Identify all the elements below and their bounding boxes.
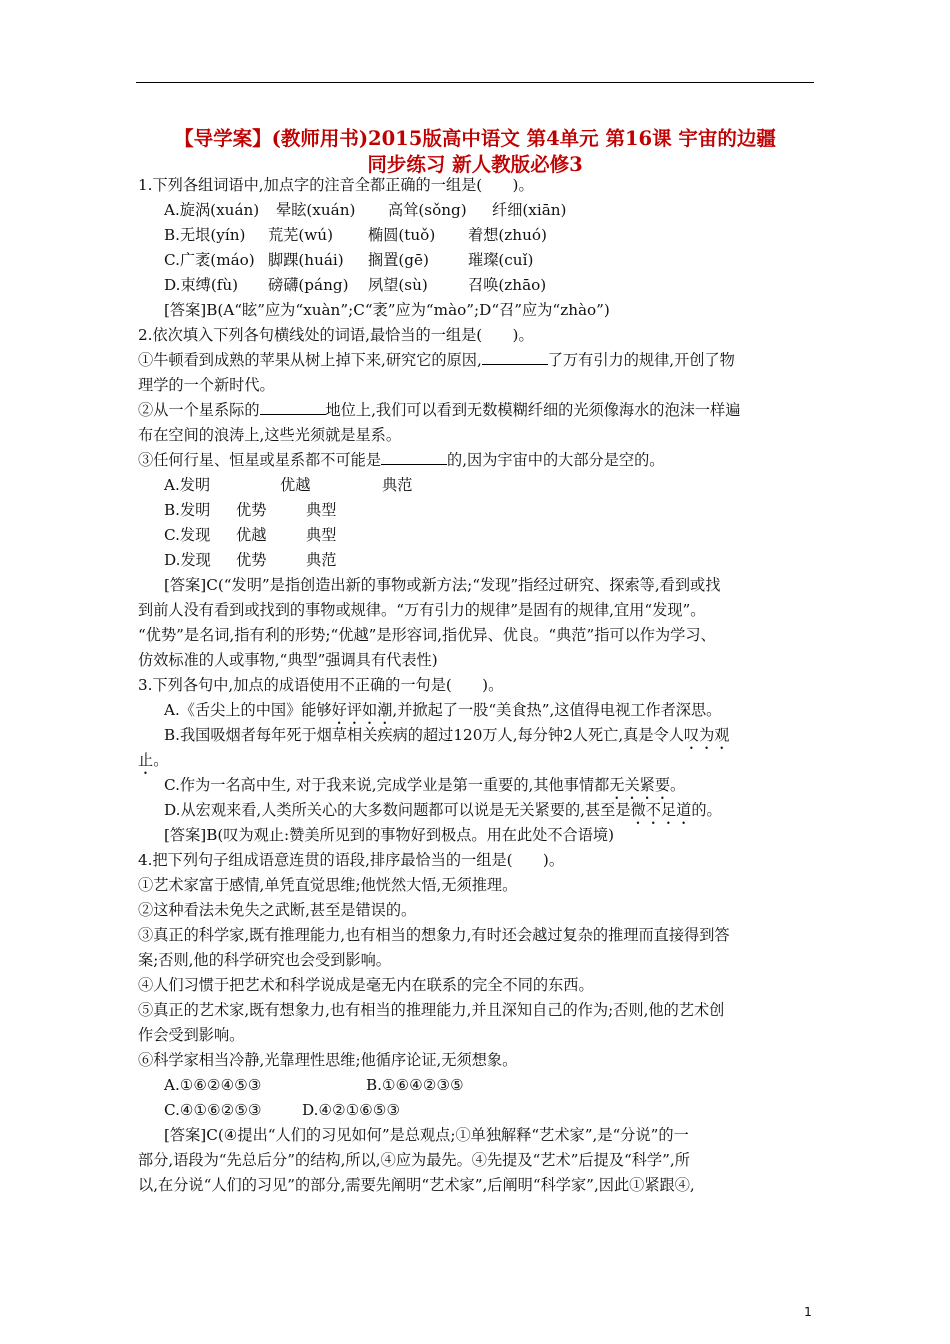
q2-sentence-2: ②从一个星系际的 地位上,我们可以看到无数模糊纤细的光须像海水的泡沫一样遍	[138, 398, 814, 423]
q3-answer: [答案]B(叹为观止:赞美所见到的事物好到极点。用在此处不合语境)	[164, 826, 615, 844]
q1-option-d: D.束缚(fù) 磅礴(páng) 夙望(sù) 召唤(zhāo)	[164, 276, 547, 294]
q3-dotted-idiom-b: 叹为观	[683, 726, 730, 744]
q4-sentence-5-cont: 作会受到影响。	[138, 1026, 245, 1044]
q4-answer-3: 以,在分说“人们的习见”的部分,需要先阐明“艺术家”,后阐明“科学家”,因此①紧跟④,	[138, 1176, 695, 1194]
q2-answer-1: [答案]C(“发明”是指创造出新的事物或新方法;“发现”指经过研究、探索等,看到或找	[164, 576, 721, 594]
q4-sentence-6: ⑥科学家相当冷静,光靠理性思维;他循序论证,无须想象。	[138, 1051, 518, 1069]
q4-sentence-4: ④人们习惯于把艺术和科学说成是毫无内在联系的完全不同的东西。	[138, 976, 594, 994]
q2-option-a: A.发明 优越 典范	[164, 476, 413, 494]
q2-sentence-1-cont: 理学的一个新时代。	[138, 376, 275, 394]
q1-option-a: A.旋涡(xuán) 晕眩(xuán) 高耸(sǒng) 纤细(xiān)	[164, 201, 567, 219]
q2-option-c: C.发现 优越 典型	[164, 526, 337, 544]
q2-blank-2	[260, 398, 326, 415]
document-body	[138, 173, 814, 1198]
q4-sentence-3: ③真正的科学家,既有推理能力,也有相当的想象力,有时还会越过复杂的推理而直接得到答	[138, 926, 730, 944]
title-line-2: 同步练习 新人教版必修3	[367, 153, 583, 176]
q3-option-b-cont: 止。	[138, 751, 169, 769]
q2-blank-1	[482, 348, 548, 365]
page-number: 1	[804, 1304, 812, 1319]
q4-options-cd: C.④①⑥②⑤③ D.④②①⑥⑤③	[164, 1101, 401, 1119]
q2-answer-4: 仿效标准的人或事物,“典型”强调具有代表性)	[138, 651, 438, 669]
q1-option-c: C.广袤(máo) 脚踝(huái) 搁置(gē) 璀璨(cuǐ)	[164, 251, 534, 269]
q1-stem: 1.下列各组词语中,加点字的注音全都正确的一组是( )。	[138, 176, 534, 194]
q2-sentence-1: ①牛顿看到成熟的苹果从树上掉下来,研究它的原因, 了万有引力的规律,开创了物	[138, 348, 814, 373]
q2-sentence-2-cont: 布在空间的浪涛上,这些光须就是星系。	[138, 426, 402, 444]
q3-dotted-idiom-a: 好评如潮	[331, 701, 393, 719]
q2-option-d: D.发现 优势 典范	[164, 551, 337, 569]
q3-option-b: B.我国吸烟者每年死于烟草相关疾病的超过120万人,每分钟2人死亡,真是令人叹为观	[164, 726, 730, 744]
q4-sentence-3-cont: 案;否则,他的科学研究也会受到影响。	[138, 951, 391, 969]
q4-options-ab: A.①⑥②④⑤③ B.①⑥④②③⑤	[164, 1076, 464, 1094]
document-title	[136, 126, 814, 178]
title-line-1: 【导学案】(教师用书)2015版高中语文 第4单元 第16课 宇宙的边疆	[174, 127, 776, 150]
q1-answer: [答案]B(A“眩”应为“xuàn”;C“袤”应为“mào”;D“召”应为“zhào”)	[164, 301, 610, 319]
q2-sentence-3: ③任何行星、恒星或星系都不可能是 的,因为宇宙中的大部分是空的。	[138, 448, 814, 473]
q4-answer-2: 部分,语段为“先总后分”的结构,所以,④应为最先。④先提及“艺术”后提及“科学”,所	[138, 1151, 690, 1169]
q3-option-c: C.作为一名高中生, 对于我来说,完成学业是第一重要的,其他事情都无关紧要。	[164, 776, 686, 794]
q1-option-b: B.无垠(yín) 荒芜(wú) 椭圆(tuǒ) 着想(zhuó)	[164, 226, 547, 244]
q2-stem: 2.依次填入下列各句横线处的词语,最恰当的一组是( )。	[138, 326, 534, 344]
q2-option-b: B.发明 优势 典型	[164, 501, 337, 519]
q4-sentence-1: ①艺术家富于感情,单凭直觉思维;他恍然大悟,无须推理。	[138, 876, 518, 894]
header-rule	[136, 82, 814, 83]
q4-sentence-2: ②这种看法未免失之武断,甚至是错误的。	[138, 901, 417, 919]
q3-option-a: A.《舌尖上的中国》能够好评如潮,并掀起了一股“美食热”,这值得电视工作者深思。	[164, 701, 722, 719]
q3-dotted-idiom-c: 无关紧要	[609, 776, 671, 794]
q3-option-d: D.从宏观来看,人类所关心的大多数问题都可以说是无关紧要的,甚至是微不足道的。	[164, 801, 722, 819]
q2-answer-2: 到前人没有看到或找到的事物或规律。“万有引力的规律”是固有的规律,宜用“发现”。	[138, 601, 706, 619]
q2-answer-3: “优势”是名词,指有利的形势;“优越”是形容词,指优异、优良。“典范”指可以作为学习、	[138, 626, 716, 644]
q4-sentence-5: ⑤真正的艺术家,既有想象力,也有相当的推理能力,并且深知自己的作为;否则,他的艺术创	[138, 1001, 725, 1019]
q4-answer-1: [答案]C(④提出“人们的习见如何”是总观点;①单独解释“艺术家”,是“分说”的一	[164, 1126, 689, 1144]
q2-blank-3	[381, 448, 447, 465]
q3-dotted-idiom-d: 微不足道	[630, 801, 692, 819]
q3-stem: 3.下列各句中,加点的成语使用不正确的一句是( )。	[138, 676, 504, 694]
q4-stem: 4.把下列句子组成语意连贯的语段,排序最恰当的一组是( )。	[138, 851, 565, 869]
